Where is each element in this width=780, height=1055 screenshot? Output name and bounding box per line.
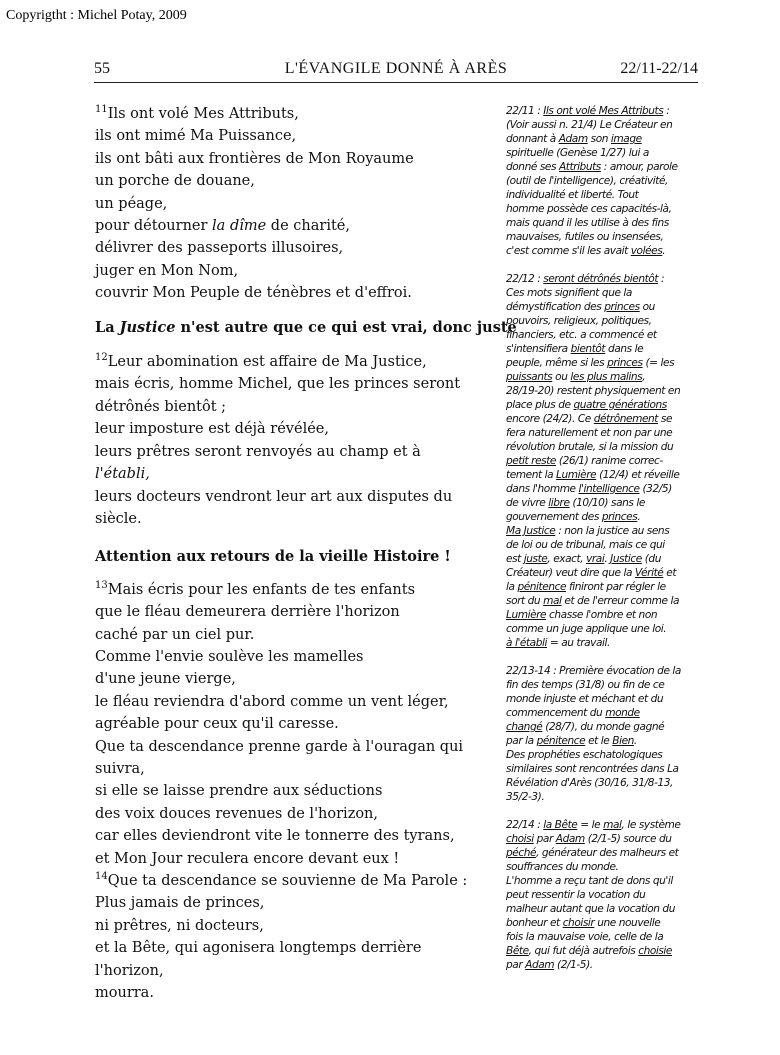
verse-block-13 (95, 579, 495, 870)
text-line: leur imposture est déjà révélée, (95, 421, 329, 438)
page-number: 55 (94, 60, 110, 77)
text-line: caché par un ciel pur. (95, 626, 255, 643)
text-line: des voix douces revenues de l'horizon, (95, 805, 379, 822)
text-line: siècle. (95, 510, 142, 527)
note-line: homme possède ces capacités-là, (506, 203, 672, 215)
margin-note-22-11 (506, 104, 697, 258)
margin-note-22-13-14 (506, 664, 697, 804)
note-line: Créateur) veut dire que la Vérité et (506, 567, 677, 579)
text-line: pour détourner la dîme de charité, (95, 218, 350, 235)
text-line: l'horizon, (95, 962, 164, 979)
text-line: ni prêtres, ni docteurs, (95, 917, 264, 934)
note-line: puissants ou les plus malins, (506, 371, 646, 383)
note-line: fera naturellement et non par une (506, 427, 673, 439)
text-line: leurs prêtres seront renvoyés au champ et à (95, 443, 421, 460)
note-line: la pénitence finiront par régler le (506, 581, 666, 593)
note-line: est juste, exact, vrai. Justice (du (506, 553, 661, 565)
main-text-column (95, 103, 517, 1004)
note-line: de loi ou de tribunal, mais ce qui (506, 539, 665, 551)
note-line: 22/14 : la Bête = le mal, le système (506, 819, 681, 831)
note-line: choisi par Adam (2/1-5) source du (506, 833, 672, 845)
text-line: Comme l'envie soulève les mamelles (95, 648, 364, 665)
text-line: agréable pour ceux qu'il caresse. (95, 716, 339, 733)
note-line: tement la Lumière (12/4) et réveille (506, 469, 680, 481)
note-line: mauvaises, futiles ou insensées, (506, 231, 664, 243)
note-line: fois la mauvaise voie, celle de la (506, 931, 664, 943)
text-line: car elles deviendront vite le tonnerre des tyrans, (95, 828, 455, 845)
note-line: encore (24/2). Ce détrônement se (506, 413, 673, 425)
note-line: fin des temps (31/8) ou fin de ce (506, 679, 665, 691)
note-line: spirituelle (Genèse 1/27) lui a (506, 147, 649, 159)
note-line: de vivre libre (10/10) sans le (506, 497, 645, 509)
text-line: et Mon Jour reculera encore devant eux ! (95, 850, 400, 867)
text-line: $^{12}$Leur abomination est affaire de Ma Justice, (95, 352, 427, 371)
note-line: s'intensifiera bientôt dans le (506, 343, 644, 355)
section-heading-justice: La Justice n'est autre que ce qui est vrai, donc juste (95, 318, 517, 336)
note-line: bonheur et choisir une nouvelle (506, 917, 661, 929)
note-line: donnant à Adam son image (506, 133, 642, 145)
note-line: sort du mal et de l'erreur comme la (506, 595, 680, 607)
note-line: similaires sont rencontrées dans La (506, 763, 679, 775)
text-line: ils ont bâti aux frontières de Mon Royaume (95, 150, 414, 167)
text-line: juger en Mon Nom, (95, 262, 239, 279)
note-line: 22/13-14 : Première évocation de la (506, 665, 681, 677)
note-line: par Adam (2/1-5). (506, 959, 593, 971)
verse-block-12 (95, 351, 495, 530)
text-line: que le fléau demeurera derrière l'horizon (95, 604, 400, 621)
page-header (94, 60, 698, 80)
text-line: couvrir Mon Peuple de ténèbres et d'effroi. (95, 285, 412, 302)
verse-block-11 (95, 103, 495, 305)
text-line: l'établi, (95, 466, 150, 483)
text-line: $^{13}$Mais écris pour les enfants de tes enfants (95, 579, 416, 598)
note-line: changé (28/7), du monde gagné (506, 721, 665, 733)
note-line: place plus de quatre générations (506, 399, 667, 411)
note-line: petit reste (26/1) ranime correc- (506, 455, 663, 467)
text-line: $^{11}$Ils ont volé Mes Attributs, (95, 104, 299, 122)
note-line: démystification des princes ou (506, 301, 655, 313)
text-line: un péage, (95, 195, 168, 212)
text-line: délivrer des passeports illusoires, (95, 240, 344, 257)
text-line: le fléau reviendra d'abord comme un vent léger, (95, 693, 449, 710)
note-line: péché, générateur des malheurs et (506, 847, 679, 859)
note-line: Ces mots signifient que la (506, 287, 632, 299)
text-line: un porche de douane, (95, 173, 255, 190)
margin-note-22-14 (506, 818, 697, 972)
note-line: monde injuste et méchant et du (506, 693, 664, 705)
text-line: Plus jamais de princes, (95, 895, 265, 912)
text-line: leurs docteurs vendront leur art aux disputes du (95, 488, 453, 505)
note-line: pouvoirs, religieux, politiques, (506, 315, 652, 327)
note-line: peut ressentir la vocation du (506, 889, 646, 901)
note-line: dans l'homme l'intelligence (32/5) (506, 483, 672, 495)
text-line: Que ta descendance prenne garde à l'ouragan qui (95, 738, 464, 755)
note-line: Ma Justice : non la justice au sens (506, 525, 670, 537)
note-line: 22/12 : seront détrônés bientôt : (506, 273, 665, 285)
margin-note-22-12 (506, 272, 697, 650)
section-heading-history: Attention aux retours de la vieille Histoire ! (95, 548, 451, 566)
verse-number: 12 (95, 352, 108, 364)
text-line: détrônés bientôt ; (95, 398, 227, 415)
text-line: si elle se laisse prendre aux séductions (95, 783, 383, 800)
note-line: Des prophéties eschatologiques (506, 749, 663, 761)
note-line: Révélation d'Arès (30/16, 31/8-13, (506, 777, 673, 789)
note-line: individualité et liberté. Tout (506, 189, 639, 201)
text-line: mourra. (95, 985, 154, 1002)
text-line: d'une jeune vierge, (95, 671, 236, 688)
note-line: peuple, même si les princes (= les (506, 357, 675, 369)
note-line: par la pénitence et le Bien. (506, 735, 637, 747)
verse-block-14 (95, 870, 495, 1004)
note-line: comme un juge applique une loi. (506, 623, 667, 635)
note-line: 22/11 : Ils ont volé Mes Attributs : (506, 105, 670, 117)
note-line: Bête, qui fut déjà autrefois choisie (506, 945, 672, 957)
note-line: 35/2-3). (506, 791, 545, 803)
verse-number: 14 (95, 871, 108, 883)
note-line: L'homme a reçu tant de dons qu'il (506, 875, 673, 887)
note-line: 28/19-20) restent physiquement en (506, 385, 681, 397)
note-line: c'est comme s'il les avait volées. (506, 245, 666, 257)
note-line: à l'établi = au travail. (506, 637, 610, 649)
note-line: (Voir aussi n. 21/4) Le Créateur en (506, 119, 673, 131)
note-line: Lumière chasse l'ombre et non (506, 609, 658, 621)
note-line: financiers, etc. a commencé et (506, 329, 657, 341)
note-line: révolution brutale, si la mission du (506, 441, 674, 453)
header-rule (94, 82, 698, 83)
note-line: (outil de l'intelligence), créativité, (506, 175, 668, 187)
text-line: mais écris, homme Michel, que les princes seront (95, 376, 461, 393)
note-line: gouvernement des princes. (506, 511, 641, 523)
verse-number: 11 (95, 104, 108, 116)
chapter-reference: 22/11-22/14 (620, 60, 698, 77)
note-line: malheur autant que la vocation du (506, 903, 675, 915)
note-line: mais quand il les utilise à des fins (506, 217, 669, 229)
note-line: commencement du monde (506, 707, 640, 719)
note-line: souffrances du monde. (506, 861, 619, 873)
copyright-notice: Copyrigtht : Michel Potay, 2009 (6, 8, 187, 23)
verse-number: 13 (95, 579, 108, 591)
note-line: donné ses Attributs : amour, parole (506, 161, 678, 173)
text-line: suivra, (95, 760, 145, 777)
text-line: ils ont mimé Ma Puissance, (95, 128, 297, 145)
margin-notes-column (506, 104, 697, 972)
text-line: et la Bête, qui agonisera longtemps derrière (95, 940, 422, 957)
text-line: $^{14}$Que ta descendance se souvienne de Ma Parole : (95, 871, 468, 889)
book-title: L'ÉVANGILE DONNÉ À ARÈS (284, 60, 508, 77)
